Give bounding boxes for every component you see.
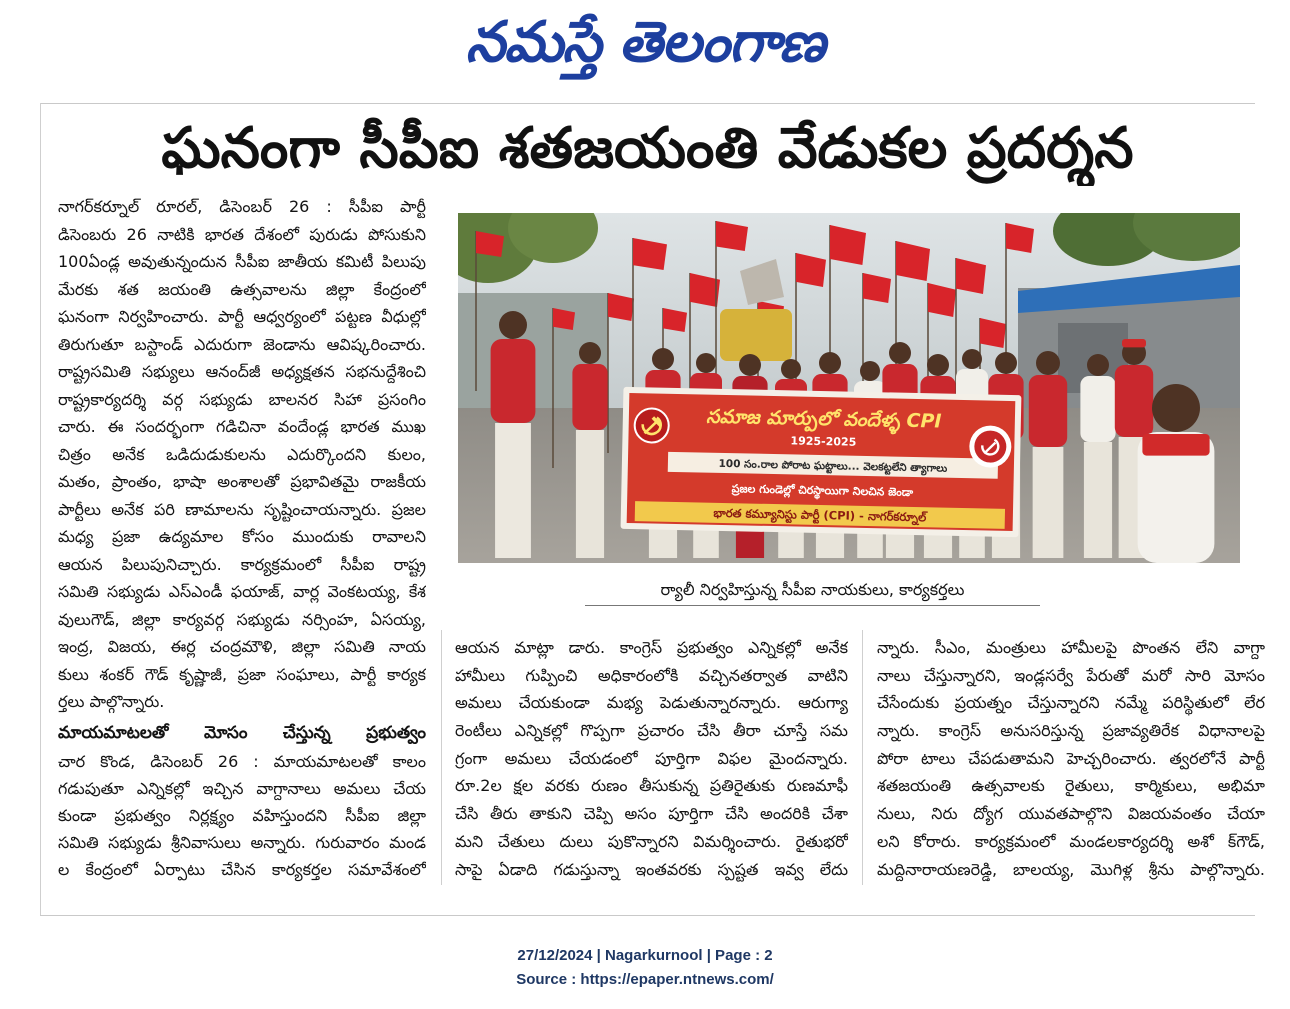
- rally-photo-illustration: [458, 213, 1240, 563]
- body-line: అమలు చేయకుండా మభ్య పెడుతున్నారన్నారు. ఆరుగ్యా: [455, 693, 848, 713]
- body-line: ఘనంగా నిర్వహించారు. పార్టీ ఆధ్వర్యంలో పట్టణ వీధుల్లో: [58, 307, 426, 326]
- body-line: నులు, నిరు ద్యోగ యువతపాల్గొని విజయవంతం చేయా: [877, 804, 1265, 824]
- frame-top-rule: [40, 103, 1255, 104]
- marcher: [1080, 354, 1115, 558]
- marcher-head: [1087, 354, 1109, 376]
- body-line: సమితి సభ్యుడు ఎస్ఎండీ ఫయాజ్, వార్ల వెంకటయ్య, కేశ: [58, 582, 426, 601]
- marcher-head: [579, 342, 601, 364]
- body-line: కులు శంకర్ గౌడ్ కృష్ణాజీ, ప్రజా సంఘాలు, పార్టీ కార్యక: [58, 664, 426, 684]
- marcher: [491, 311, 536, 558]
- body-line: డిసెంబరు 26 నాటికి భారత దేశంలో పురుడు పోసుకుని: [58, 224, 426, 244]
- body-line: పోరా టాలు చేపడుతామని హెచ్చరించారు. త్వరలోనే పార్టీ: [877, 748, 1265, 768]
- body-line: ఆయన మాట్లా డారు. కాంగ్రెస్ ప్రభుత్వం ఎన్నికల్లో అనేక: [455, 638, 848, 657]
- body-line: సమితి సభ్యుడు శ్రీనివాసులు అన్నారు. గురువారం మండ: [58, 833, 426, 852]
- article-headline: ఘనంగా సీపీఐ శతజయంతి వేడుకల ప్రదర్శన: [161, 116, 1134, 181]
- marcher-shirt: [1029, 375, 1067, 447]
- marcher-head: [1152, 384, 1200, 432]
- marcher-head: [696, 353, 716, 373]
- body-line: రూ.2ల క్షల వరకు రుణం తీసుకున్న ప్రతిరైతుకు రుణమాఫీ: [455, 776, 848, 796]
- body-line: రాష్ట్రసమితి సభ్యులు ఆనంద్‌జీ అధ్యక్షతన సభనుద్దేశించి: [58, 362, 426, 381]
- middle-column: [455, 634, 848, 883]
- column-divider: [862, 630, 863, 885]
- red-cap: [1122, 339, 1146, 347]
- photo-caption: ర్యాలీ నిర్వహిస్తున్న సీపీఐ నాయకులు, కార్యకర్తలు: [660, 580, 965, 599]
- body-line: వులుగౌడ్, జిల్లా కార్యవర్గ సభ్యుడు నర్సింహ, ఏసయ్య,: [58, 609, 426, 629]
- body-line: చారు. ఈ సందర్భంగా గడిచినా వందేండ్ల భారత ముఖ: [58, 417, 426, 436]
- body-line: న్నారు. సీఎం, మంత్రులు హామీలపై పొంతన లేని వాగ్దా: [877, 638, 1265, 657]
- marcher-shirt: [1080, 376, 1115, 442]
- edition-info: 27/12/2024 | Nagarkurnool | Page : 2: [517, 947, 773, 964]
- banner-line-2: ప్రజల గుండెల్లో చిరస్థాయిగా నిలచిన జెండా: [731, 482, 914, 499]
- marcher-head: [1036, 351, 1060, 375]
- source-info: Source : https://epaper.ntnews.com/: [516, 971, 774, 988]
- marcher-shirt: [1115, 365, 1153, 437]
- hammer-sickle-icon: [634, 408, 669, 443]
- left-column: [58, 193, 426, 716]
- frame-left-rule: [40, 103, 41, 915]
- cpi-banner: [621, 387, 1022, 537]
- red-scarf: [1142, 434, 1209, 456]
- newspaper-masthead: నమస్తే తెలంగాణ: [465, 10, 825, 75]
- body-line: హామీలు గుప్పించి అధికారంలోకి వచ్చినతర్వాత వాటిని: [455, 665, 848, 685]
- body-line: ఇంద్ర, విజయ, ఈర్ల చంద్రమౌళి, జిల్లా సమితి నాయ: [58, 637, 426, 656]
- auto-rickshaw: [720, 309, 792, 361]
- body-line: ర్తలు పాల్గొన్నారు.: [58, 692, 165, 711]
- frame-bottom-rule: [40, 915, 1255, 916]
- banner-title: సమాజ మార్పులో వందేళ్ళ CPI: [706, 405, 942, 433]
- body-line: తిరుగుతూ బస్టాండ్ ఎదురుగా జెండాను ఆవిష్కరించారు.: [58, 334, 426, 354]
- body-line: చార కొండ, డిసెంబర్ 26 : మాయమాటలతో కాలం: [58, 752, 426, 771]
- marcher: [1029, 351, 1067, 558]
- body-line: రాష్ట్రకార్యదర్శి వర్గ సభ్యుడు బాలనర సిహా ప్రసంగిం: [58, 389, 426, 409]
- marcher-head: [995, 352, 1017, 374]
- subheading-column: [58, 748, 426, 883]
- body-line: మని చేతులు దులు పుకొన్నారని విమర్శించారు. రైతుభరో: [455, 831, 848, 851]
- body-line: చిత్రం అనేక ఒడిదుడుకులను ఎదుర్కొందని కులం,: [58, 444, 426, 464]
- body-line: కుండా ప్రభుత్వం నిర్లక్ష్యం వహిస్తుందని సీపీఐ జిల్లా: [58, 806, 426, 825]
- marcher-head: [739, 354, 761, 376]
- body-line: నాగర్‌కర్నూల్ రూరల్, డిసెంబర్ 26 : సీపీఐ పార్టీ: [58, 197, 426, 216]
- marcher-legs: [495, 423, 531, 558]
- marcher-legs: [1084, 442, 1112, 558]
- marcher: [572, 342, 607, 558]
- body-line: ల కేంద్రంలో ఏర్పాటు చేసిన కార్యకర్తల సమావేశంలో: [58, 860, 426, 879]
- marcher-head: [927, 354, 949, 376]
- marcher-legs: [576, 430, 604, 558]
- body-line: నాలు చేస్తున్నారని, ఇండ్లసర్వే పేరుతో మరో సారి మోసం: [877, 665, 1265, 685]
- body-line: మేరకు శత జయంతి ఉత్సవాలను జిల్లా కేంద్రంలో: [58, 279, 426, 299]
- column-divider: [441, 630, 442, 885]
- marcher-head: [499, 311, 527, 339]
- body-line: రెంటీలు ఎన్నికల్లో గొప్పగా ప్రచారం చేసి తీరా చూస్తే సమ: [455, 721, 848, 741]
- body-line: మద్దినారాయణరెడ్డి, బాలయ్య, మొగిళ్ల శ్రీను పాల్గొన్నారు.: [877, 859, 1265, 879]
- marcher-head: [781, 359, 801, 379]
- body-line: సాపై ఏడాది గడుస్తున్నా ఇంతవరకు స్పష్టత ఇవ్వ లేదు: [455, 859, 848, 879]
- marcher-shirt: [572, 364, 607, 430]
- sub-headline: మాయమాటలతో మోసం చేస్తున్న ప్రభుత్వం: [58, 723, 426, 743]
- marcher-head: [889, 342, 911, 364]
- caption-underline: [585, 605, 1040, 606]
- body-line: 100ఏండ్ల అవుతున్నందున సీపీఐ జాతీయ కమిటీ పిలుపు: [58, 252, 426, 271]
- body-line: చేసి తీరు తాకుని చెప్పి అసం పూర్తిగా చేసి అందరికి చేశా: [455, 804, 848, 824]
- body-line: మతం, ప్రాంతం, భాషా అంశాలతో ప్రభావితమై రాజకీయ: [58, 472, 426, 491]
- marcher-head: [962, 349, 982, 369]
- banner-years: 1925-2025: [790, 434, 857, 449]
- body-line: లని కోరారు. కార్యక్రమంలో మండలకార్యదర్శి అశో క్‌గౌడ్,: [877, 831, 1265, 851]
- marcher-head: [860, 361, 880, 381]
- body-line: శతజయంతి ఉత్సవాలకు రైతులు, కార్మికులు, అభిమా: [877, 776, 1265, 796]
- rally-photo: [458, 213, 1240, 563]
- body-line: ఆయన పిలుపునిచ్చారు. కార్యక్రమంలో సీపీఐ రాష్ట్ర: [58, 554, 426, 574]
- body-line: గడుపుతూ ఎన్నికల్లో ఇచ్చిన వాగ్దానాలు అమలు చేయ: [58, 779, 426, 798]
- body-line: మధ్య ప్రజా ఉద్యమాల కోసం ముందుకు రావాలని: [58, 527, 426, 546]
- body-line: గ్రంగా అమలు చేయడంలో పూర్తిగా విఫల మైందన్నారు.: [455, 748, 848, 768]
- banner-party-name: భారత కమ్యూనిస్టు పార్టీ (CPI) - నాగర్‌కర్నూల్: [713, 505, 927, 525]
- marcher-legs: [1033, 447, 1064, 558]
- body-line: న్నారు. కాంగ్రెస్ అనుసరిస్తున్న ప్రజావ్యతిరేక విధానాలపై: [877, 721, 1265, 741]
- marcher-head: [819, 352, 841, 374]
- body-line: పార్టీలు అనేక పరి ణామాలను సృష్టించాయన్నారు. ప్రజల: [58, 499, 426, 519]
- marcher-head: [652, 348, 674, 370]
- banner-line-1: 100 సం.రాల పోరాట ఘట్టాలు... వెలకట్టలేని త్యాగాలు: [718, 457, 948, 475]
- body-line: చేసేందుకు ప్రయత్నం చేస్తున్నారని నమ్మే పరిస్థితులో లేర: [877, 693, 1265, 713]
- right-column: [877, 634, 1265, 883]
- marcher-shirt: [491, 339, 536, 423]
